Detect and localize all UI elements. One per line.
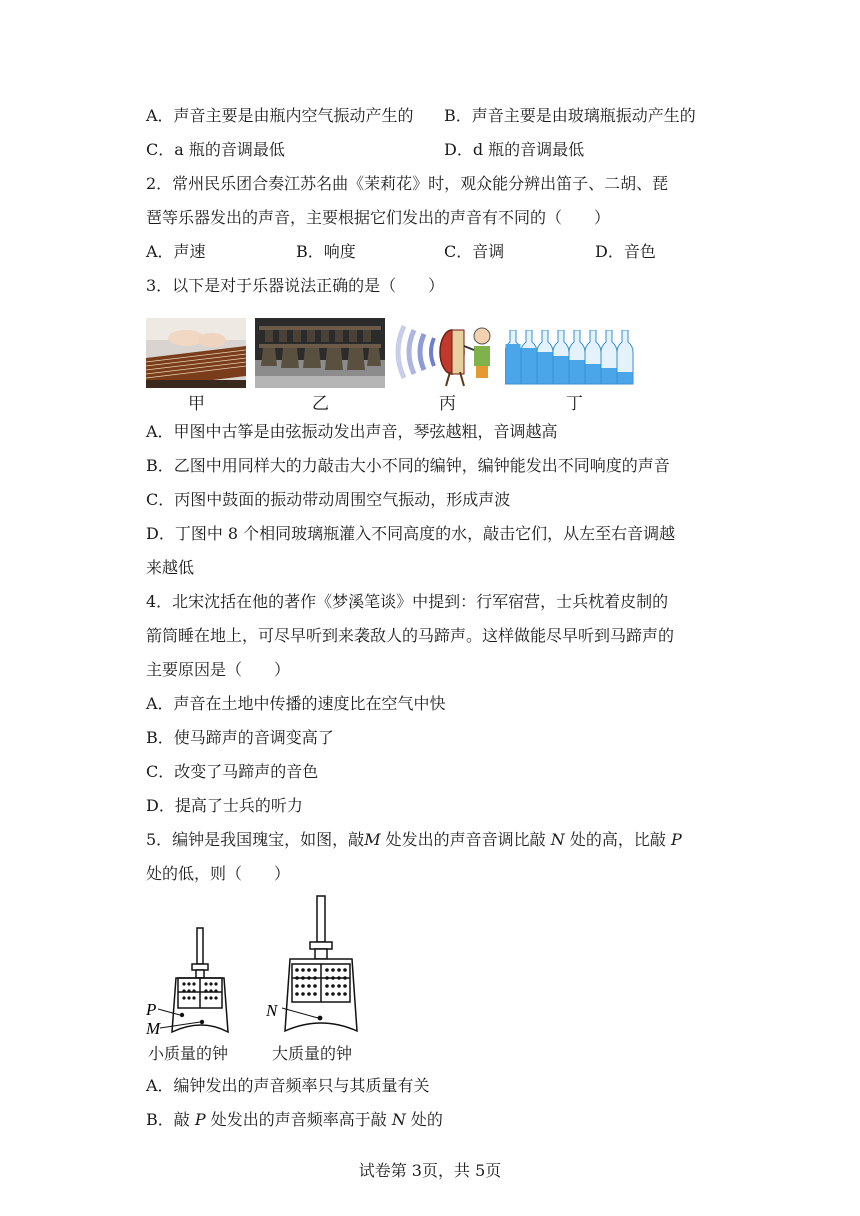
fig-label-yi: 乙	[312, 394, 329, 414]
label-m: M	[146, 1019, 161, 1038]
page-footer: 试卷第 3页，共 5页	[358, 1161, 502, 1180]
q5-option-b-part-b: 处发出的声音频率高于敲	[205, 1110, 392, 1129]
q5-option-b-part-c: 处的	[405, 1110, 443, 1129]
bianzhong-photo	[255, 318, 385, 388]
q4-stem-line2: 箭筒睡在地上，可尽早听到来袭敌人的马蹄声。这样做能尽早听到马蹄声的	[146, 626, 675, 645]
q2-stem-line1: 2．常州民乐团合奏江苏名曲《茉莉花》时，观众能分辨出笛子、二胡、琵	[146, 174, 669, 193]
q5-stem-line2: 处的低，则（ ）	[146, 864, 291, 883]
q2-option-b: B．响度	[296, 242, 356, 261]
q5-var-m: M	[364, 830, 381, 849]
q2-option-c: C．音调	[444, 242, 505, 261]
q3-stem: 3．以下是对于乐器说法正确的是（ ）	[146, 276, 445, 295]
q5-option-a: A．编钟发出的声音频率只与其质量有关	[146, 1076, 430, 1095]
q4-stem-line1: 4．北宋沈括在他的著作《梦溪笔谈》中提到：行军宿营，士兵枕着皮制的	[146, 592, 669, 611]
guzheng-photo	[146, 318, 246, 388]
q1-option-c: C．a 瓶的音调最低	[146, 140, 285, 159]
fig-label-jia: 甲	[188, 394, 205, 414]
q3-option-c: C．丙图中鼓面的振动带动周围空气振动，形成声波	[146, 490, 511, 509]
q5-stem-part-b: 处发出的声音音调比敲	[380, 830, 551, 849]
q5-option-b-var-p: P	[194, 1110, 206, 1129]
q4-option-b: B．使马蹄声的音调变高了	[146, 728, 334, 747]
q1-option-a: A．声音主要是由瓶内空气振动产生的	[146, 106, 414, 125]
q4-option-d: D．提高了士兵的听力	[146, 796, 303, 815]
q3-option-b: B．乙图中用同样大的力敲击大小不同的编钟，编钟能发出不同响度的声音	[146, 456, 670, 475]
large-bell-caption: 大质量的钟	[272, 1044, 353, 1063]
q1-option-d: D．d 瓶的音调最低	[444, 140, 585, 159]
label-p: P	[146, 1000, 157, 1019]
q3-option-d-line1: D．丁图中 8 个相同玻璃瓶灌入不同高度的水，敲击它们，从左至右音调越	[146, 524, 676, 543]
fig-label-ding: 丁	[566, 394, 583, 414]
q5-stem-line1	[146, 830, 682, 850]
q2-option-a: A．声速	[146, 242, 206, 261]
q1-option-b: B．声音主要是由玻璃瓶振动产生的	[444, 106, 696, 125]
q4-option-a: A．声音在土地中传播的速度比在空气中快	[146, 694, 446, 713]
fig-label-bing: 丙	[439, 394, 456, 414]
q2-stem-line2: 琶等乐器发出的声音，主要根据它们发出的声音有不同的（ ）	[146, 208, 611, 227]
label-n: N	[266, 1001, 278, 1020]
q4-option-c: C．改变了马蹄声的音色	[146, 762, 319, 781]
small-bell-caption: 小质量的钟	[148, 1044, 229, 1063]
q3-option-d-line2: 来越低	[146, 558, 195, 577]
q4-stem-line3: 主要原因是（ ）	[146, 660, 291, 679]
q2-option-d: D．音色	[595, 242, 656, 261]
q5-stem-part-a: 5．编钟是我国瑰宝，如图，敲	[146, 830, 365, 849]
q5-var-p: P	[670, 830, 682, 849]
bells-figure	[140, 892, 380, 1042]
q5-option-b	[146, 1110, 443, 1130]
q5-option-b-var-n: N	[391, 1110, 406, 1129]
bottles-figure	[505, 330, 635, 386]
q5-stem-part-c: 处的高，比敲	[564, 830, 671, 849]
q3-option-a: A．甲图中古筝是由弦振动发出声音，琴弦越粗，音调越高	[146, 422, 558, 441]
q5-option-b-part-a: B．敲	[146, 1110, 195, 1129]
large-bell	[285, 896, 357, 1031]
q5-var-n: N	[550, 830, 565, 849]
drum-figure	[390, 316, 496, 388]
